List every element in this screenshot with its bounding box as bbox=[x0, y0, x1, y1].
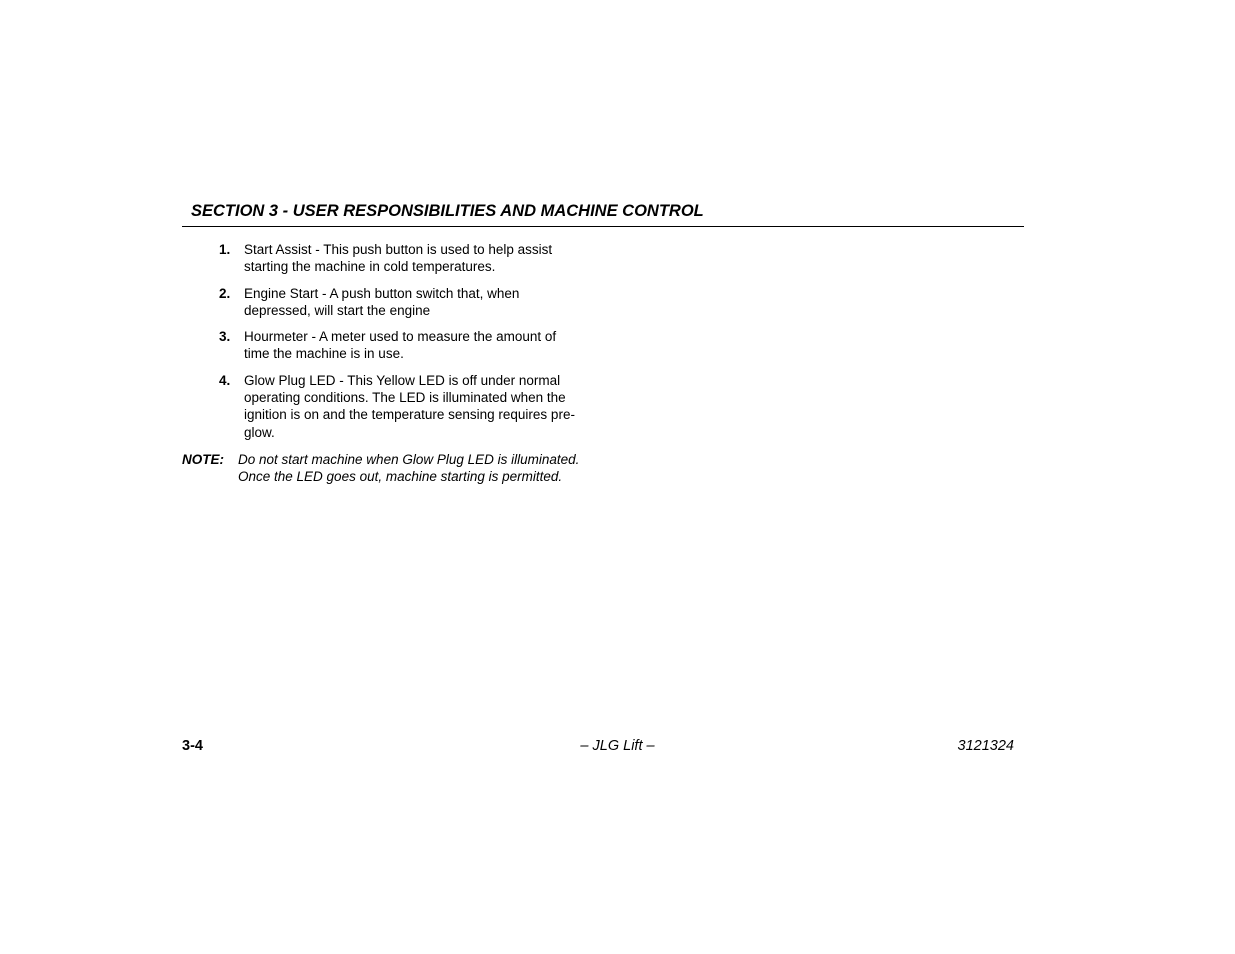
item-text bbox=[244, 372, 604, 441]
control-list bbox=[211, 241, 611, 450]
header-divider bbox=[182, 226, 1024, 227]
list-item bbox=[211, 372, 604, 441]
item-text bbox=[244, 241, 604, 276]
item-number: 4. bbox=[219, 372, 231, 388]
item-line: ignition is on and the temperature sensing requires pre- bbox=[244, 407, 575, 423]
item-line: depressed, will start the engine bbox=[244, 302, 431, 318]
item-line: Start Assist - This push button is used to help assist bbox=[244, 242, 553, 257]
section-title: SECTION 3 - USER RESPONSIBILITIES AND MACHINE CONTROL bbox=[191, 202, 704, 220]
item-line: Engine Start - A push button switch that, when bbox=[244, 285, 520, 301]
item-line: Glow Plug LED - This Yellow LED is off under normal bbox=[244, 372, 561, 388]
item-line: operating conditions. The LED is illuminated when the bbox=[244, 390, 566, 406]
list-item bbox=[211, 328, 604, 363]
item-text bbox=[244, 285, 604, 320]
item-number: 1. bbox=[219, 242, 231, 257]
item-line: glow. bbox=[244, 424, 275, 440]
item-line: Hourmeter - A meter used to measure the amount of bbox=[244, 329, 557, 345]
item-line: time the machine is in use. bbox=[244, 346, 404, 362]
item-number: 3. bbox=[219, 329, 231, 345]
note-text bbox=[238, 451, 579, 486]
item-text bbox=[244, 328, 604, 363]
note-line: Do not start machine when Glow Plug LED is illuminated. bbox=[238, 452, 580, 467]
item-line: starting the machine in cold temperatures. bbox=[244, 259, 496, 275]
list-item bbox=[211, 241, 604, 276]
footer-brand: – JLG Lift – bbox=[580, 738, 655, 754]
item-number: 2. bbox=[219, 285, 231, 301]
list-item bbox=[211, 285, 604, 320]
document-number: 3121324 bbox=[957, 738, 1014, 754]
page-number: 3-4 bbox=[182, 738, 203, 754]
note-label: NOTE: bbox=[182, 452, 224, 467]
note-line: Once the LED goes out, machine starting is permitted. bbox=[238, 469, 563, 485]
